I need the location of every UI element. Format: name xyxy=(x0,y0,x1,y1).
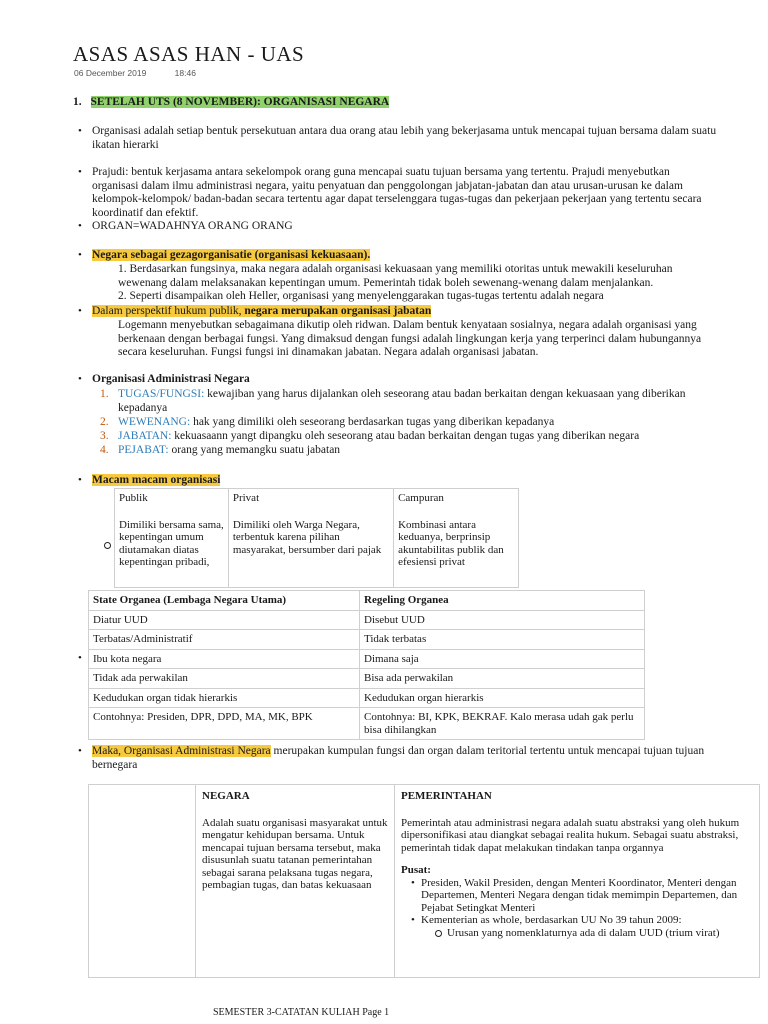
paragraph-line: Logemann menyebutkan sebagaimana dikutip oleh ridwan. Dalam bentuk kenyataan sosialnya, negara adalah organisasi yang xyxy=(118,319,697,331)
cell-desc: Adalah suatu organisasi masyarakat untuk mengatur kehidupan bersama. Untuk mencapai tujuan bersama tersebut, maka disusunlah suatu tatanan pemerintahan sebagai sarana pelaksana tugas negara, pembagian tugas, dan batas kekuasaan xyxy=(202,816,388,891)
section-number: 1. xyxy=(73,96,82,108)
hukum-publik-heading xyxy=(92,305,431,319)
table-row xyxy=(89,688,645,708)
table-cell: Bisa ada perwakilan xyxy=(360,669,645,689)
list-item: 2. Seperti disampaikan oleh Heller, organisasi yang menyelenggarakan tugas-tugas tertentu adalah negara xyxy=(118,290,604,302)
macam-table xyxy=(114,488,519,588)
circle-bullet-icon xyxy=(104,536,111,554)
paragraph-line: bernegara xyxy=(92,758,138,771)
item-desc: orang yang memangku suatu jabatan xyxy=(168,444,341,456)
list-item-text: Kementerian as whole, berdasarkan UU No 39 tahun 2009: xyxy=(421,914,682,926)
paragraph-line: Prajudi: bentuk kerjasama antara sekelompok orang guna mencapai suatu tujuan bersama yang tertentu. Prajudi menyebutkan xyxy=(92,166,670,178)
table-row xyxy=(89,610,645,630)
state-table xyxy=(88,590,645,740)
cell-title: Privat xyxy=(232,492,260,504)
paragraph-line: koordinatif dan efektif. xyxy=(92,206,199,219)
table-cell xyxy=(115,489,229,588)
table-row xyxy=(89,649,645,669)
table-cell: Contohnya: Presiden, DPR, DPD, MA, MK, BPK xyxy=(89,708,360,740)
cell-desc: Dimiliki oleh Warga Negara, terbentuk karena pilihan masyarakat, bersumber dari pajak xyxy=(232,518,382,556)
page-title: ASAS ASAS HAN - UAS xyxy=(73,42,305,66)
item-term: TUGAS/FUNGSI: xyxy=(118,388,205,400)
table-row xyxy=(89,669,645,689)
hukum-publik-prefix: Dalam perspektif hukum publik, xyxy=(92,305,245,317)
item-desc: hak yang dimiliki oleh seseorang berdasarkan tugas yang diberikan kepadanya xyxy=(190,416,555,428)
list-item-text: Urusan yang nomenklaturnya ada di dalam UUD (trium virat) xyxy=(447,926,720,939)
table-cell: Dimana saja xyxy=(360,649,645,669)
table-cell xyxy=(394,489,519,588)
circle-bullet-icon xyxy=(435,930,442,937)
paragraph-line: berkenaan dengan berbagai fungsi. Yang dimaksud dengan fungsi adalah lingkungan kerja yang terperinci dalam hubungannya xyxy=(118,332,702,345)
highlight-text: Negara sebagai gezagorganisatie (organisasi kekuasaan). xyxy=(92,249,371,261)
paragraph-line: kelompok-kelompok/ badan-badan secara tertentu agar dapat terselenggara tugas-tugas dan pekerjaan pekerjaan yang tertentu secara xyxy=(92,193,702,205)
maka-paragraph xyxy=(92,745,762,772)
table-cell xyxy=(196,785,395,978)
cell-desc: Kombinasi antara keduanya, berprinsip akuntabilitas publik dan efesiensi privat xyxy=(398,518,504,568)
paragraph-line: secara keseluruhan. Fungsi fungsi ini dinamakan jabatan. Negara adalah organisasi jabatan. xyxy=(118,346,539,358)
cell-title: Campuran xyxy=(398,492,444,504)
table-cell: Ibu kota negara xyxy=(89,649,360,669)
table-cell: Kedudukan organ hierarkis xyxy=(360,688,645,708)
item-desc: kewajiban yang harus dijalankan oleh seseorang atau badan berkaitan dengan kekuasaan yang diberikan xyxy=(204,388,686,400)
bullet-icon xyxy=(78,745,82,757)
bullet-icon xyxy=(78,125,82,137)
negara-pemerintahan-table xyxy=(88,784,760,978)
page-meta xyxy=(74,68,222,78)
highlight-text: Macam macam organisasi xyxy=(92,474,221,486)
table-cell xyxy=(228,489,393,588)
paragraph-line: ikatan hierarki xyxy=(92,138,159,151)
bullet-icon xyxy=(78,474,82,486)
bullet-icon xyxy=(78,166,82,178)
bullet-icon xyxy=(78,249,82,261)
item-number: 1. xyxy=(100,388,109,400)
oan-list xyxy=(100,387,760,457)
section-heading xyxy=(73,96,389,110)
pusat-label: Pusat: xyxy=(401,864,431,876)
oan-heading: Organisasi Administrasi Negara xyxy=(92,373,250,385)
cell-title: PEMERINTAHAN xyxy=(401,790,492,802)
item-number: 4. xyxy=(100,444,109,456)
cell-desc: Pemerintah atau administrasi negara adalah suatu abstraksi yang oleh hukum dipersonifikasi atau diangkat sebagai realita hukum. Sebagai suatu abstraksi, pemerintah tidak dapat melakukan tindakan tanpa organnya xyxy=(401,816,740,854)
table-cell: Tidak terbatas xyxy=(360,630,645,650)
table-header: Regeling Organea xyxy=(360,591,645,611)
table-row xyxy=(89,708,645,740)
cell-title: NEGARA xyxy=(202,790,250,802)
negara-kekuasaan-list xyxy=(118,263,758,304)
item-number: 3. xyxy=(100,430,109,442)
list-item xyxy=(401,914,753,927)
bullet-icon: • xyxy=(411,914,415,926)
table-header-row xyxy=(89,591,645,611)
list-item: 1. Berdasarkan fungsinya, maka negara adalah organisasi kekuasaan yang memiliki otoritas untuk mewakili keseluruhan xyxy=(118,263,673,275)
table-row xyxy=(89,785,760,978)
negara-kekuasaan-heading xyxy=(92,249,370,263)
oan-item xyxy=(100,387,760,401)
table-cell: Kedudukan organ tidak hierarkis xyxy=(89,688,360,708)
highlight-text: Maka, Organisasi Administrasi Negara xyxy=(92,745,271,757)
table-cell xyxy=(395,785,760,978)
section-heading-text: SETELAH UTS (8 NOVEMBER): ORGANISASI NEGARA xyxy=(90,96,390,108)
oan-item xyxy=(100,429,760,443)
maka-rest: merupakan kumpulan fungsi dan organ dalam teritorial tertentu untuk mencapai tujuan tujuan xyxy=(270,745,705,757)
cell-title: Publik xyxy=(119,492,148,504)
bullet-icon: • xyxy=(411,876,415,889)
list-item xyxy=(401,877,753,915)
page-time: 18:46 xyxy=(174,68,196,78)
paragraph-organisasi xyxy=(92,125,762,152)
list-item: wewenang dalam melaksanakan kepentingan umum. Pemerintah tidak boleh sewenang-wenang dalam menjalankan. xyxy=(118,276,654,289)
table-cell-empty xyxy=(89,785,196,978)
hukum-publik-body xyxy=(118,319,758,360)
paragraph-line: Organisasi adalah setiap bentuk persekutuan antara dua orang atau lebih yang bekerjasama untuk mencapai tujuan bersama dalam suatu xyxy=(92,125,717,137)
bullet-icon xyxy=(78,220,82,232)
highlight-text xyxy=(92,305,431,317)
hukum-publik-bold: negara merupakan organisasi jabatan xyxy=(244,305,432,317)
item-number: 2. xyxy=(100,416,109,428)
paragraph-line: organisasi dalam ilmu administrasi negara, yaitu penyatuan dan penggolongan jabjatan-jabatan dan atau urusan-urusan ke dalam xyxy=(92,179,683,192)
table-row xyxy=(89,630,645,650)
table-row xyxy=(115,489,519,588)
macam-heading xyxy=(92,474,220,488)
item-term: WEWENANG: xyxy=(118,416,191,428)
cell-desc: Dimiliki bersama sama, kepentingan umum diutamakan diatas kepentingan pribadi, xyxy=(119,518,224,568)
bullet-icon xyxy=(78,373,82,385)
table-cell: Diatur UUD xyxy=(89,610,360,630)
page-footer: SEMESTER 3-CATATAN KULIAH Page 1 xyxy=(213,1007,390,1018)
table-cell: Disebut UUD xyxy=(360,610,645,630)
item-desc: kekuasaann yangt dipangku oleh seseorang atau badan berkaitan dengan tugas yang diberikan negara xyxy=(171,430,640,442)
oan-item xyxy=(100,415,760,429)
paragraph-organ: ORGAN=WADAHNYA ORANG ORANG xyxy=(92,220,293,232)
sub-list-item xyxy=(401,927,753,940)
table-header: State Organea (Lembaga Negara Utama) xyxy=(89,591,360,611)
item-desc-cont: kepadanya xyxy=(118,402,168,414)
page-date: 06 December 2019 xyxy=(74,68,147,78)
table-cell: Tidak ada perwakilan xyxy=(89,669,360,689)
bullet-icon xyxy=(78,305,82,317)
table-cell: Terbatas/Administratif xyxy=(89,630,360,650)
bullet-icon xyxy=(78,652,82,664)
table-cell: Contohnya: BI, KPK, BEKRAF. Kalo merasa udah gak perlu bisa dihilangkan xyxy=(360,708,645,740)
list-item-text: Presiden, Wakil Presiden, dengan Menteri Koordinator, Menteri dengan Departemen, Menteri Negara dengan tidak memimpin Departemen, dan Pejabat Setingkat Menteri xyxy=(421,876,738,914)
paragraph-prajudi xyxy=(92,166,762,220)
item-term: JABATAN: xyxy=(118,430,172,442)
oan-item xyxy=(100,443,760,457)
item-term: PEJABAT: xyxy=(118,444,169,456)
